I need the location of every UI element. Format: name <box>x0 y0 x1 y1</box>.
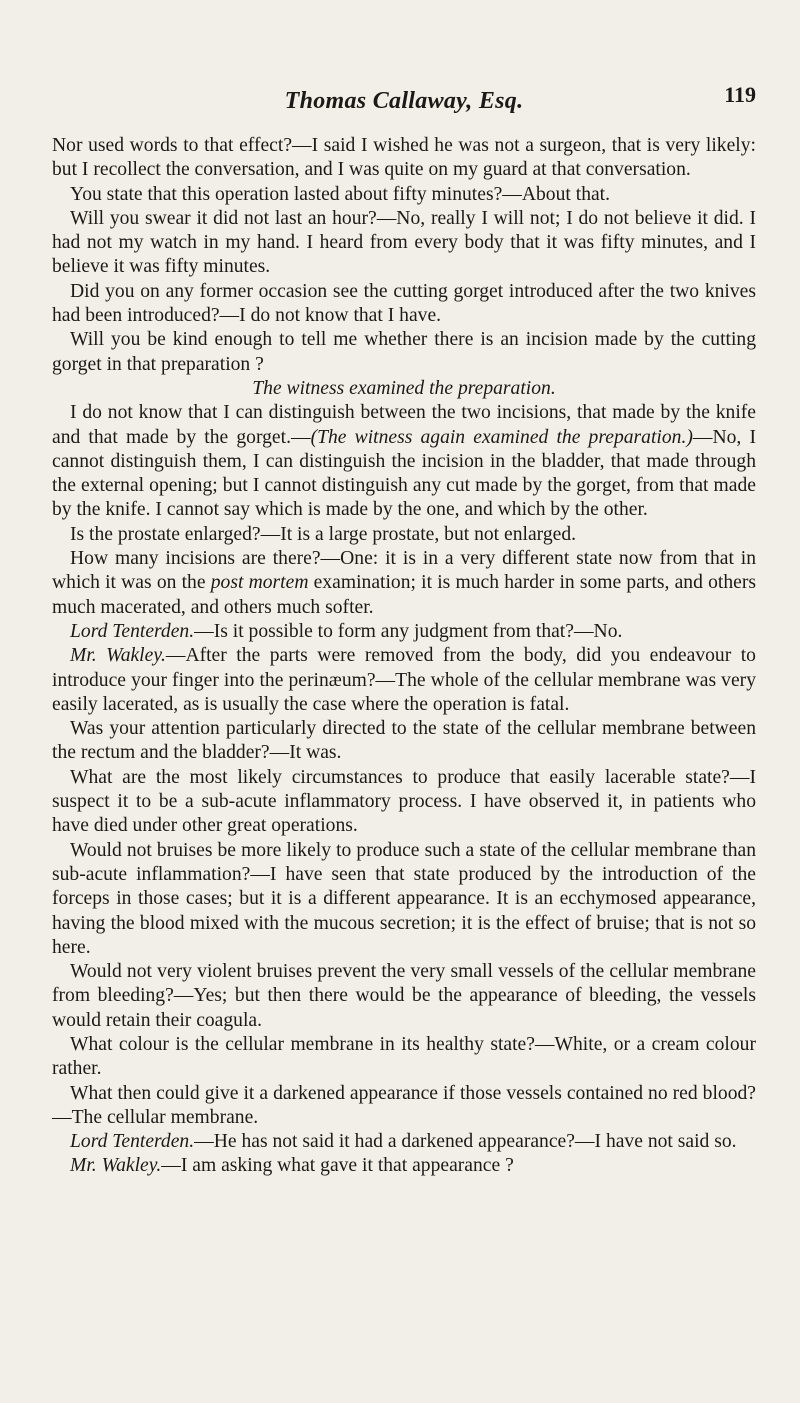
speaker-name: Lord Tenterden. <box>70 1131 195 1153</box>
paragraph: What colour is the cellular membrane in its healthy state?—White, or a cream colour rather. <box>52 1033 756 1080</box>
paragraph: I do not know that I can distinguish between the two incisions, that made by the knife and that made by the gorget.—(The witness again examined the preparation.)—No, I cannot distinguish them, I can distinguish the incision in the bladder, that made through the external opening; but I cannot distinguish any cut made by the gorget, from that made by the knife. I cannot say which is made by the one, and which by the other. <box>52 402 756 521</box>
stage-direction: The witness examined the preparation. <box>252 377 556 399</box>
paragraph: Mr. Wakley.—After the parts were removed from the body, did you endeavour to introduce your finger into the perinæum?—The whole of the cellular membrane was very easily lacerated, as is usually the case where the operation is fatal. <box>52 645 756 715</box>
paragraph: Mr. Wakley.—I am asking what gave it that appearance ? <box>70 1155 514 1177</box>
running-head <box>52 82 756 128</box>
paragraph: Did you on any former occasion see the cutting gorget introduced after the two knives had been introduced?—I do not know that I have. <box>52 280 756 327</box>
paragraph: Lord Tenterden.—Is it possible to form any judgment from that?—No. <box>70 620 623 642</box>
speaker-name: Mr. Wakley. <box>70 645 166 667</box>
paragraph: What are the most likely circumstances to produce that easily lacerable state?—I suspect it to be a sub-acute inflammatory process. I have observed it, in patients who have died under other great operations. <box>52 766 756 837</box>
paragraph: Would not very violent bruises prevent the very small vessels of the cellular membrane from bleeding?—Yes; but then there would be the appearance of bleeding, the vessels would retain their coagula. <box>52 961 756 1031</box>
speaker-name: Lord Tenterden. <box>70 620 195 642</box>
paragraph: Nor used words to that effect?—I said I wished he was not a surgeon, that is very likely: but I recollect the conversation, and I was quite on my guard at that conversation. <box>52 135 756 181</box>
running-title: Thomas Callaway, Esq. <box>284 88 524 114</box>
paragraph: You state that this operation lasted about fifty minutes?—About that. <box>70 183 611 205</box>
paragraph: Would not bruises be more likely to produce such a state of the cellular membrane than sub-acute inflammation?—I have seen that state produced by the introduction of the forceps in those cases; but it is a different appearance. It is an ecchymosed appearance, having the blood mixed with the mucous secretion; it is the effect of bruise; that is not so here. <box>52 839 756 958</box>
paragraph: Lord Tenterden.—He has not said it had a darkened appearance?—I have not said so. <box>70 1131 737 1153</box>
paragraph: Will you be kind enough to tell me whether there is an incision made by the cutting gorget in that preparation ? <box>52 329 756 375</box>
page-number: 119 <box>724 82 756 107</box>
body-text <box>52 134 756 1179</box>
paragraph: How many incisions are there?—One: it is in a very different state now from that in which it was on the post mortem examination; it is much harder in some parts, and others much macerated, and others much softer. <box>52 548 756 618</box>
paragraph: What then could give it a darkened appearance if those vessels contained no red blood?—The cellular membrane. <box>52 1082 756 1128</box>
paragraph: Was your attention particularly directed to the state of the cellular membrane between the rectum and the bladder?—It was. <box>52 718 756 764</box>
paragraph: Will you swear it did not last an hour?—No, really I will not; I do not believe it did. I had not my watch in my hand. I heard from every body that it was fifty minutes, and I believe it was fifty minutes. <box>52 207 756 278</box>
paragraph: Is the prostate enlarged?—It is a large prostate, but not enlarged. <box>70 523 577 545</box>
speaker-name: Mr. Wakley. <box>70 1155 162 1177</box>
